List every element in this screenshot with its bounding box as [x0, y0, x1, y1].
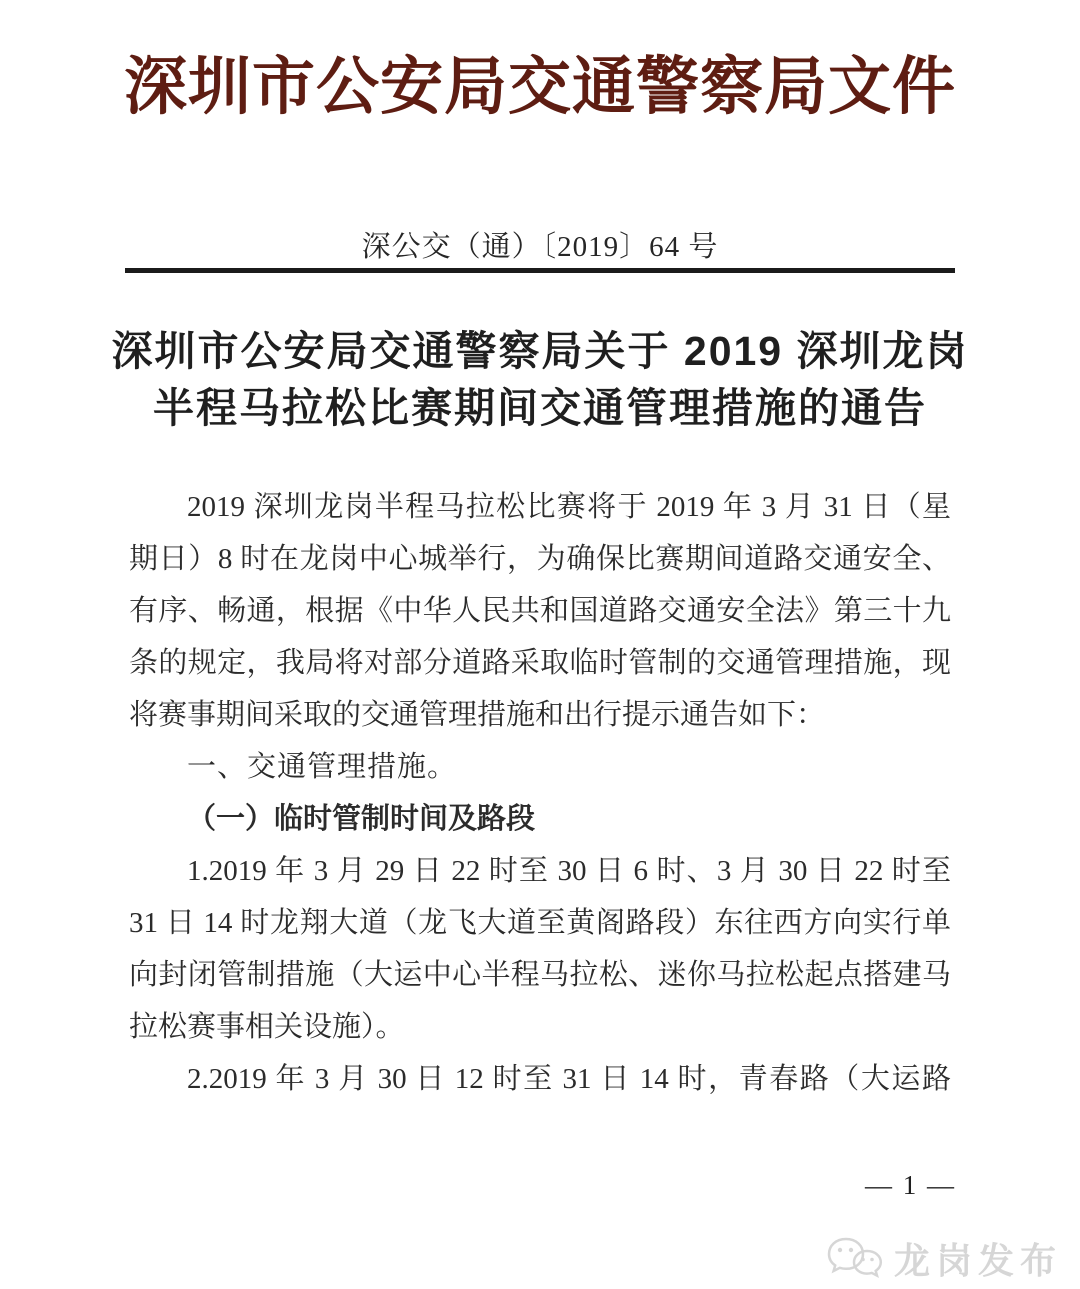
- notice-title: [0, 323, 1080, 437]
- letterhead-divider-rule: [125, 268, 955, 273]
- notice-title-line1: 深圳市公安局交通警察局关于 2019 深圳龙岗: [111, 328, 969, 374]
- body-lines: [129, 481, 951, 1105]
- notice-title-line2: 半程马拉松比赛期间交通管理措施的通告: [153, 385, 927, 431]
- body-line: 条的规定，我局将对部分道路采取临时管制的交通管理措施，现: [129, 647, 951, 679]
- letterhead-title: 深圳市公安局交通警察局文件: [124, 52, 956, 122]
- body-line: 31 日 14 时龙翔大道（龙飞大道至黄阁路段）东往西方向实行单: [129, 907, 951, 939]
- body-line: 有序、畅通，根据《中华人民共和国道路交通安全法》第三十九: [129, 595, 951, 627]
- body-line: 1.2019 年 3 月 29 日 22 时至 30 日 6 时、3 月 30 日 22 时至: [187, 855, 951, 887]
- body-line: 2.2019 年 3 月 30 日 12 时至 31 日 14 时，青春路（大运路: [187, 1063, 951, 1095]
- body-line: （一）临时管制时间及路段: [187, 803, 536, 835]
- body-line: 2019 深圳龙岗半程马拉松比赛将于 2019 年 3 月 31 日（星: [187, 491, 951, 523]
- watermark: [826, 1233, 1062, 1284]
- watermark-label: 龙岗发布: [893, 1240, 1062, 1281]
- body-line: 向封闭管制措施（大运中心半程马拉松、迷你马拉松起点搭建马: [129, 959, 951, 991]
- watermark-chat-bubbles-icon: [826, 1235, 884, 1283]
- body-line: 拉松赛事相关设施）。: [129, 1011, 405, 1043]
- body-line: 将赛事期间采取的交通管理措施和出行提示通告如下：: [129, 699, 826, 731]
- body-line: 一、交通管理措施。: [187, 751, 458, 783]
- body-line: 期日）8 时在龙岗中心城举行，为确保比赛期间道路交通安全、: [129, 543, 951, 575]
- page-number: — 1 —: [865, 1170, 956, 1200]
- document-number: 深公交（通）〔2019〕64 号: [361, 231, 719, 263]
